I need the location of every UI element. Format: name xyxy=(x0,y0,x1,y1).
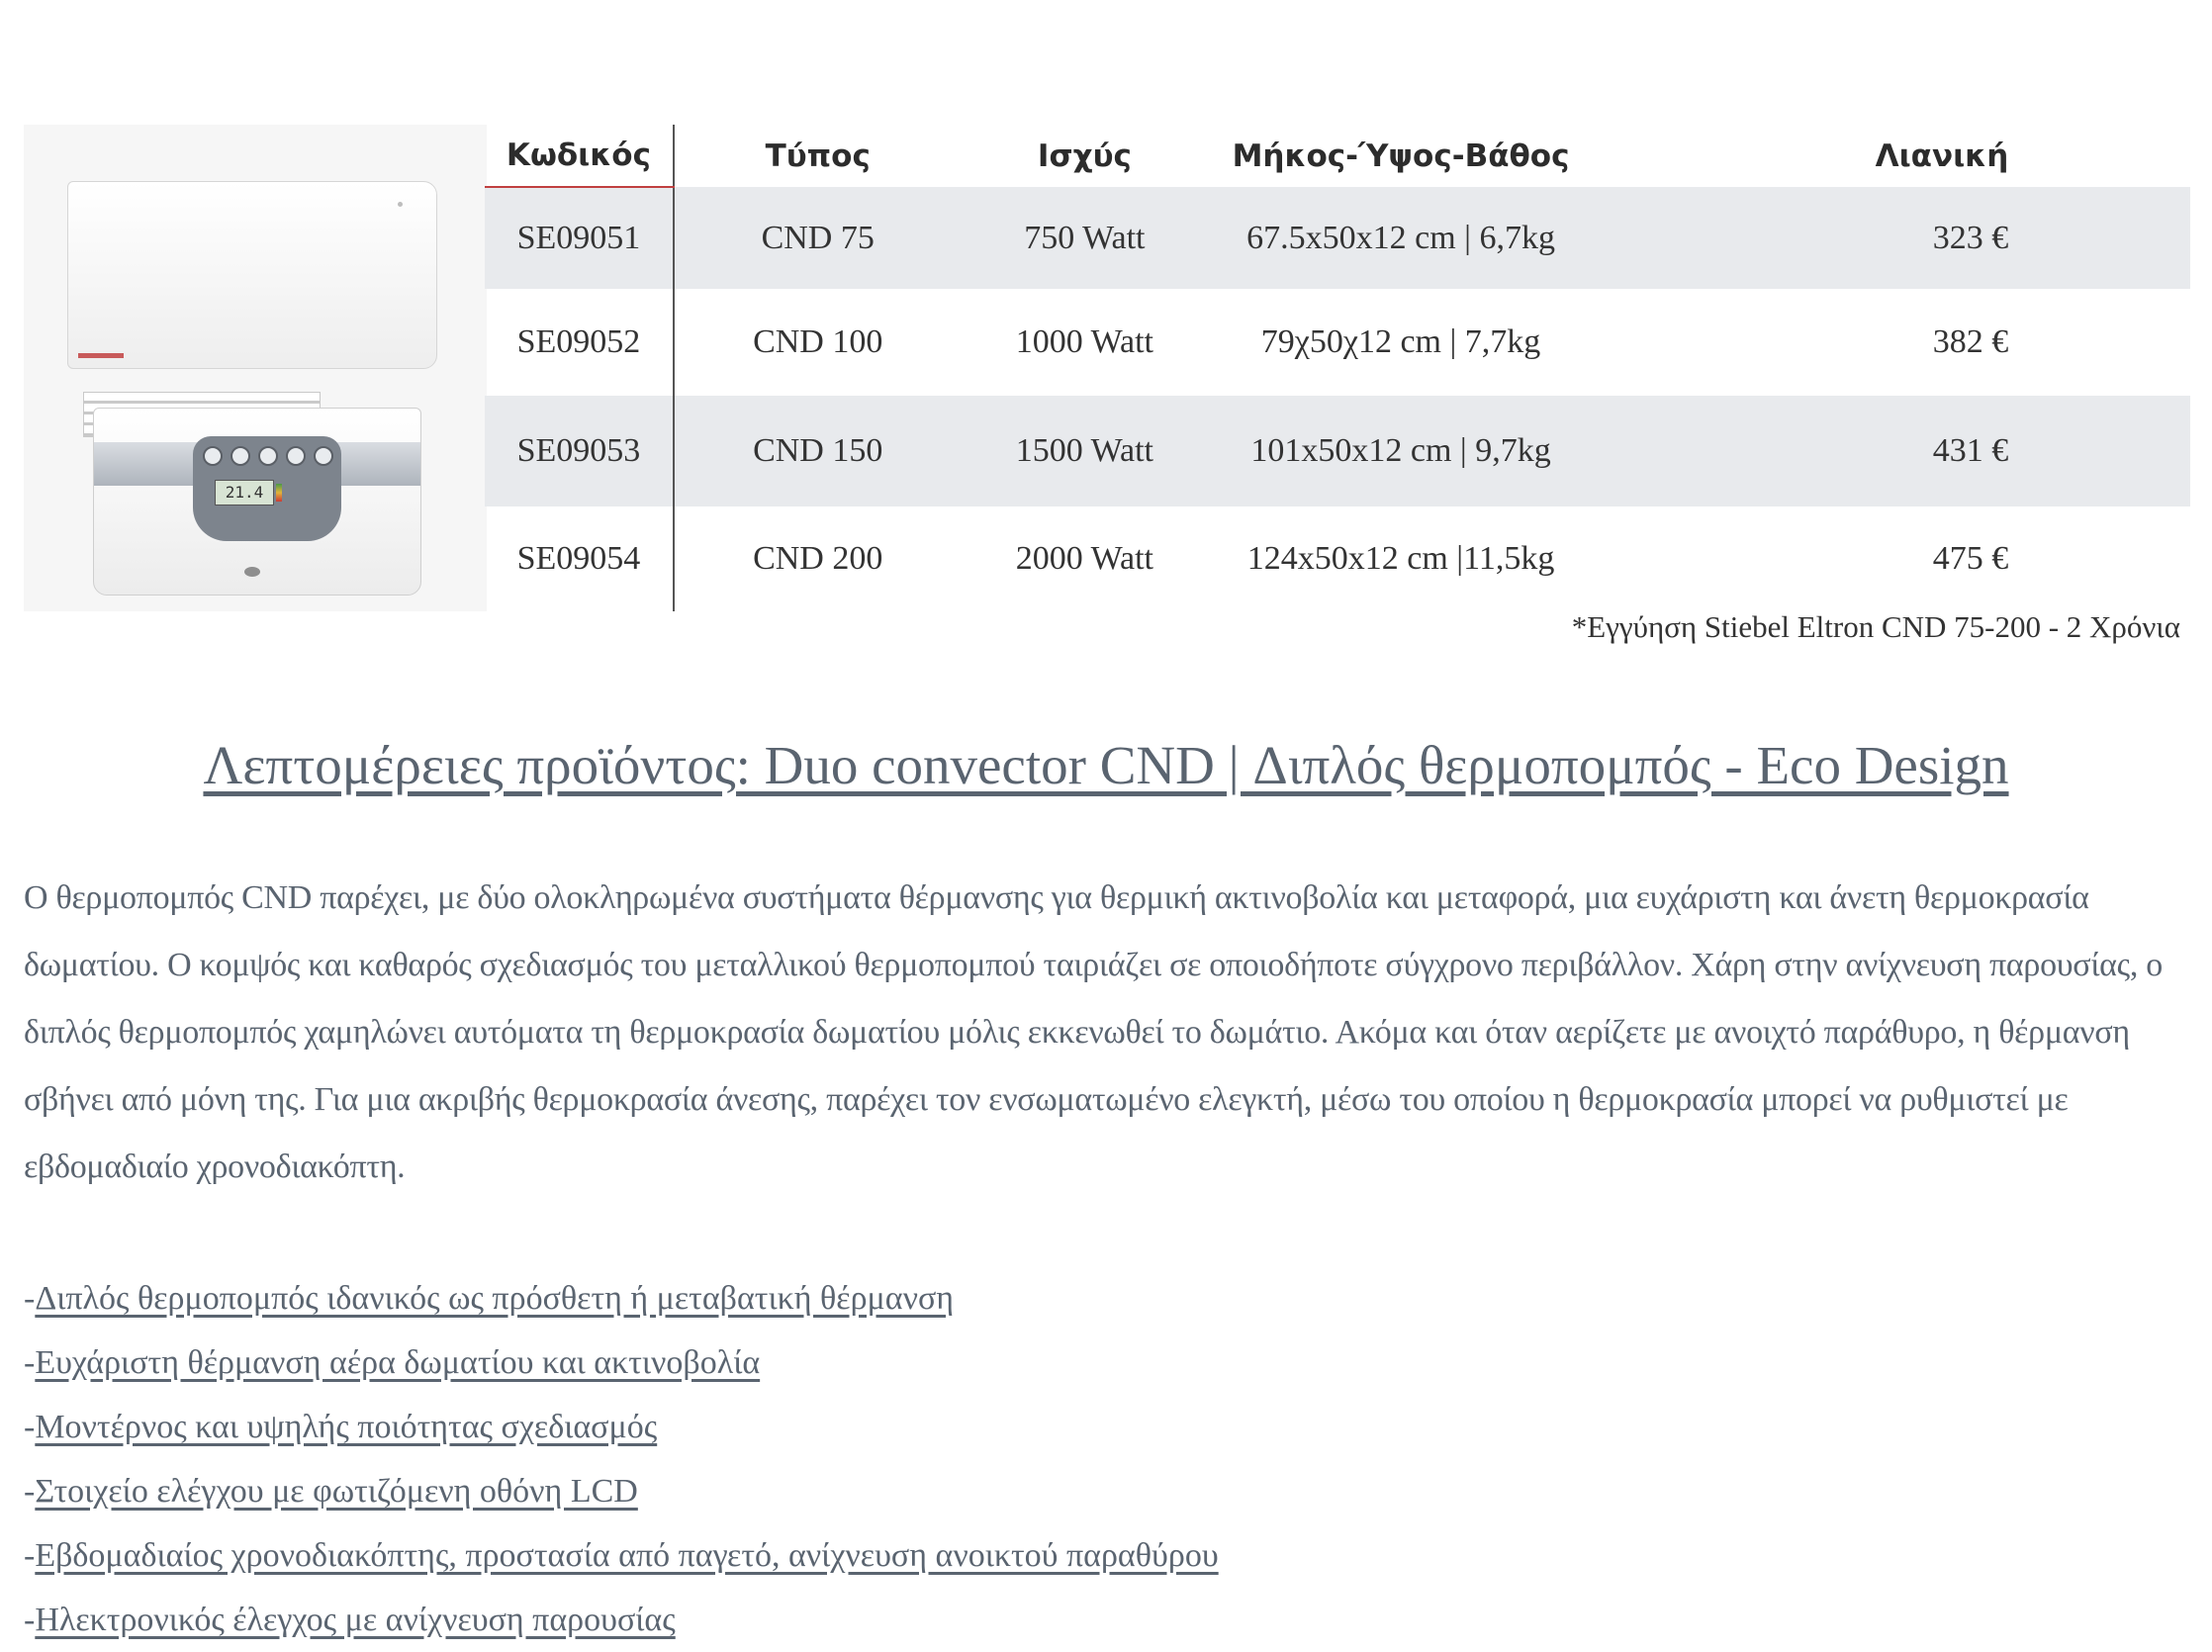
feature-list xyxy=(24,1266,1219,1652)
list-item: -Διπλός θερμοπομπός ιδανικός ως πρόσθετη ή μεταβατική θέρμανση xyxy=(24,1280,955,1317)
header-price: Λιανική xyxy=(1875,138,2009,174)
cell-dims: 79χ50χ12 cm | 7,7kg xyxy=(1260,323,1541,360)
logo-icon xyxy=(244,567,260,577)
details-title: Λεπτομέρειες προϊόντος: Duo convector CND | Διπλός θερμοπομπός - Eco Design xyxy=(203,735,2009,795)
feature-link[interactable]: Ηλεκτρονικός έλεγχος με ανίχνευση παρουσίας xyxy=(35,1602,676,1638)
product-description: Ο θερμοπομπός CND παρέχει, με δύο ολοκληρωμένα συστήματα θέρμανσης για θερμική ακτινοβολία και μεταφορά, μια ευχάριστη και άνετη θερμοκρασία δωματίου. Ο κομψός και καθαρός σχεδιασμός του μεταλλικού θερμοπομπού ταιριάζει σε οποιοδήποτε σύγχρονο περιβάλλον. Χάρη στην ανίχνευση παρουσίας, ο διπλός θερμοπομπός χαμηλώνει αυτόματα τη θερμοκρασία δωματίου μόλις εκκενωθεί το δωμάτιο. Ακόμα και όταν αερίζετε με ανοιχτό παράθυρο, η θέρμανση σβήνει από μόνη της. Για μια ακριβής θερμοκρασία άνεσης, παρέχει τον ενσωματωμένο ελεγκτή, μέσω του οποίου η θερμοκρασία μπορεί να ρυθμιστεί με εβδομαδιαίο χρονοδιακόπτη. xyxy=(24,879,2163,1185)
cell-type: CND 100 xyxy=(753,323,883,360)
table-row xyxy=(485,187,2190,289)
cell-type: CND 200 xyxy=(753,540,883,577)
cell-power: 1000 Watt xyxy=(1015,323,1154,360)
minus-button-icon xyxy=(314,446,333,466)
cell-power: 750 Watt xyxy=(962,187,1209,289)
cell-code: SE09051 xyxy=(485,187,674,289)
mode-button-icon xyxy=(230,446,250,466)
power-button-icon xyxy=(203,446,223,466)
feature-link[interactable]: Στοιχείο ελέγχου με φωτιζόμενη οθόνη LCD xyxy=(35,1473,638,1510)
cell-price: 475 € xyxy=(1932,540,2009,577)
list-item: -Εβδομαδιαίος χρονοδιακόπτης, προστασία από παγετό, ανίχνευση ανοικτού παραθύρου xyxy=(24,1537,1219,1574)
header-power: Ισχύς xyxy=(1037,138,1132,174)
control-unit xyxy=(193,436,341,541)
feature-link[interactable]: Μοντέρνος και υψηλής ποιότητας σχεδιασμός xyxy=(35,1409,658,1445)
menu-button-icon xyxy=(258,446,278,466)
cell-type: CND 75 xyxy=(674,187,962,289)
product-image xyxy=(24,125,487,611)
header-dims: Μήκος-Ύψος-Βάθος xyxy=(1232,138,1570,174)
cell-dims: 67.5x50x12 cm | 6,7kg xyxy=(1208,187,1594,289)
feature-link[interactable]: Ευχάριστη θέρμανση αέρα δωματίου και ακτινοβολία xyxy=(35,1344,761,1381)
list-item: -Μοντέρνος και υψηλής ποιότητας σχεδιασμός xyxy=(24,1409,658,1445)
spec-table xyxy=(485,125,2190,611)
list-item: -Ηλεκτρονικός έλεγχος με ανίχνευση παρουσίας xyxy=(24,1602,676,1638)
cell-price: 431 € xyxy=(1594,396,2022,506)
plus-button-icon xyxy=(286,446,306,466)
panel-knob xyxy=(398,202,403,207)
table-row xyxy=(485,289,2190,396)
header-code: Κωδικός xyxy=(485,125,674,187)
feature-link[interactable]: Εβδομαδιαίος χρονοδιακόπτης, προστασία από παγετό, ανίχνευση ανοικτού παραθύρου xyxy=(35,1537,1219,1574)
list-item: -Ευχάριστη θέρμανση αέρα δωματίου και ακτινοβολία xyxy=(24,1344,761,1381)
table-header-row xyxy=(485,125,2190,187)
brand-strip xyxy=(78,353,124,358)
cell-dims: 124x50x12 cm |11,5kg xyxy=(1246,540,1555,577)
heater-front-panel xyxy=(67,181,437,369)
table-row xyxy=(485,506,2190,611)
cell-code: SE09053 xyxy=(485,396,674,506)
cell-dims: 101x50x12 cm | 9,7kg xyxy=(1208,396,1594,506)
cell-price: 323 € xyxy=(1594,187,2022,289)
energy-indicator-icon xyxy=(276,484,282,502)
cell-code: SE09052 xyxy=(485,289,674,396)
list-item: -Στοιχείο ελέγχου με φωτιζόμενη οθόνη LCD xyxy=(24,1473,638,1510)
lcd-display: 21.4 xyxy=(215,480,274,505)
feature-link[interactable]: Διπλός θερμοπομπός ιδανικός ως πρόσθετη ή μεταβατική θέρμανση xyxy=(35,1280,955,1317)
cell-power: 1500 Watt xyxy=(962,396,1209,506)
warranty-note: *Εγγύηση Stiebel Eltron CND 75-200 - 2 Χρόνια xyxy=(1571,609,2180,644)
table-row xyxy=(485,396,2190,506)
cell-type: CND 150 xyxy=(674,396,962,506)
heater-control-panel xyxy=(93,408,421,596)
header-type: Τύπος xyxy=(765,138,871,174)
cell-power: 2000 Watt xyxy=(1015,540,1154,577)
cell-code: SE09054 xyxy=(485,506,674,611)
cell-price: 382 € xyxy=(1932,323,2009,360)
